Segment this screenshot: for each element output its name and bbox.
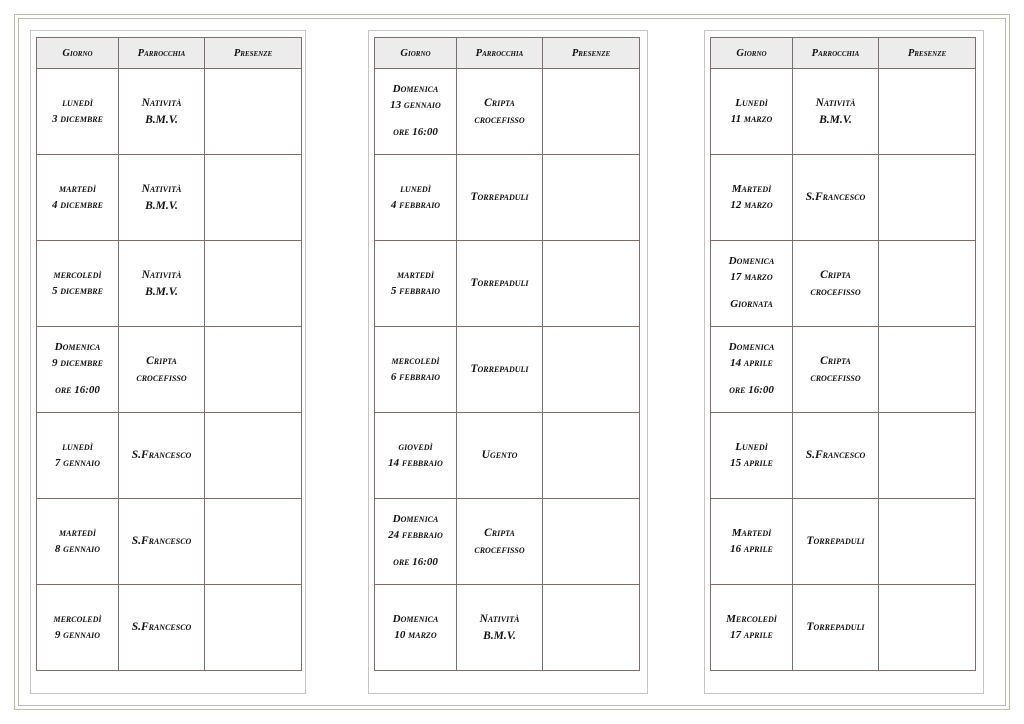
- table-header-row: [37, 38, 302, 69]
- parish-cell: [457, 499, 543, 585]
- day-text: 7 gennaio: [54, 456, 101, 469]
- day-cell: [711, 413, 793, 499]
- table-row: [37, 155, 302, 241]
- parish-text: B.M.V.: [145, 199, 178, 212]
- parish-cell: [457, 413, 543, 499]
- time-text: ore 16:00: [729, 384, 774, 397]
- day-cell: [711, 327, 793, 413]
- attendance-cell[interactable]: [879, 327, 976, 413]
- attendance-cell[interactable]: [205, 155, 302, 241]
- day-cell: [711, 241, 793, 327]
- day-text: 13 gennaio: [390, 98, 441, 111]
- time-text: ore 16:00: [393, 126, 438, 139]
- attendance-cell[interactable]: [543, 413, 640, 499]
- table-row: [711, 241, 976, 327]
- parish-cell: [457, 241, 543, 327]
- day-cell: [37, 585, 119, 671]
- parish-text: S.Francesco: [131, 449, 192, 462]
- parish-text: crocefisso: [810, 371, 861, 384]
- parish-text: S.Francesco: [805, 191, 866, 204]
- day-text: 5 dicembre: [52, 284, 103, 297]
- parish-cell: [793, 155, 879, 241]
- day-text: 12 marzo: [730, 198, 773, 211]
- parish-cell: [457, 155, 543, 241]
- schedule-table: [374, 37, 640, 671]
- time-text: ore 16:00: [55, 384, 100, 397]
- day-cell: [375, 241, 457, 327]
- attendance-cell[interactable]: [879, 413, 976, 499]
- attendance-cell[interactable]: [205, 327, 302, 413]
- parish-text: crocefisso: [810, 285, 861, 298]
- header-presenze: Presenze: [205, 38, 302, 69]
- parish-cell: [119, 155, 205, 241]
- day-text: martedì: [59, 183, 96, 196]
- day-cell: [37, 499, 119, 585]
- table-row: [37, 241, 302, 327]
- parish-text: Torrepaduli: [470, 191, 529, 204]
- day-text: mercoledì: [391, 355, 440, 368]
- parish-text: Torrepaduli: [470, 363, 529, 376]
- day-text: martedì: [397, 269, 434, 282]
- day-cell: [711, 585, 793, 671]
- parish-text: S.Francesco: [131, 535, 192, 548]
- attendance-cell[interactable]: [205, 413, 302, 499]
- header-giorno: Giorno: [37, 38, 119, 69]
- parish-text: Natività: [141, 97, 182, 110]
- day-text: 10 marzo: [394, 628, 437, 641]
- attendance-cell[interactable]: [879, 585, 976, 671]
- table-row: [375, 241, 640, 327]
- table-row: [375, 499, 640, 585]
- day-text: 16 aprile: [730, 542, 773, 555]
- table-header-row: [711, 38, 976, 69]
- parish-text: crocefisso: [136, 371, 187, 384]
- table-row: [711, 585, 976, 671]
- attendance-cell[interactable]: [543, 327, 640, 413]
- attendance-cell[interactable]: [205, 585, 302, 671]
- parish-text: Cripta: [484, 97, 515, 110]
- parish-cell: [119, 499, 205, 585]
- parish-cell: [457, 327, 543, 413]
- day-text: 8 gennaio: [54, 542, 101, 555]
- table-row: [37, 69, 302, 155]
- time-text: Giornata: [730, 298, 773, 311]
- table-row: [375, 585, 640, 671]
- day-cell: [711, 155, 793, 241]
- schedule-panel-2: [368, 30, 648, 694]
- parish-cell: [457, 69, 543, 155]
- day-text: Martedì: [731, 527, 772, 540]
- day-text: 9 dicembre: [52, 356, 103, 369]
- schedule-table: [36, 37, 302, 671]
- day-cell: [711, 499, 793, 585]
- day-text: 4 dicembre: [52, 198, 103, 211]
- parish-text: Torrepaduli: [806, 535, 865, 548]
- table-row: [37, 499, 302, 585]
- attendance-cell[interactable]: [205, 499, 302, 585]
- day-cell: [37, 155, 119, 241]
- table-row: [37, 585, 302, 671]
- parish-text: Cripta: [146, 355, 177, 368]
- parish-cell: [793, 69, 879, 155]
- day-text: lunedì: [62, 441, 93, 454]
- day-text: 15 aprile: [730, 456, 773, 469]
- parish-text: S.Francesco: [131, 621, 192, 634]
- day-text: 6 febbraio: [390, 370, 441, 383]
- day-cell: [37, 69, 119, 155]
- schedule-table: [710, 37, 976, 671]
- day-cell: [375, 155, 457, 241]
- day-text: martedì: [59, 527, 96, 540]
- day-text: Domenica: [728, 255, 775, 268]
- attendance-cell[interactable]: [879, 155, 976, 241]
- day-text: 17 marzo: [730, 270, 773, 283]
- day-text: mercoledì: [53, 269, 102, 282]
- day-text: 17 aprile: [730, 628, 773, 641]
- parish-cell: [793, 327, 879, 413]
- attendance-cell[interactable]: [205, 69, 302, 155]
- time-text: ore 16:00: [393, 556, 438, 569]
- parish-text: crocefisso: [474, 113, 525, 126]
- parish-cell: [793, 241, 879, 327]
- day-text: Domenica: [392, 613, 439, 626]
- table-row: [711, 155, 976, 241]
- header-parrocchia: Parrocchia: [793, 38, 879, 69]
- attendance-cell[interactable]: [543, 241, 640, 327]
- parish-text: B.M.V.: [819, 113, 852, 126]
- header-giorno: Giorno: [375, 38, 457, 69]
- day-cell: [375, 499, 457, 585]
- table-row: [711, 327, 976, 413]
- day-cell: [37, 413, 119, 499]
- day-text: Domenica: [392, 83, 439, 96]
- parish-text: Cripta: [484, 527, 515, 540]
- attendance-cell[interactable]: [205, 241, 302, 327]
- parish-text: B.M.V.: [145, 113, 178, 126]
- attendance-cell[interactable]: [543, 69, 640, 155]
- parish-text: Natività: [141, 269, 182, 282]
- attendance-cell[interactable]: [543, 499, 640, 585]
- parish-text: B.M.V.: [483, 629, 516, 642]
- day-text: Domenica: [728, 341, 775, 354]
- day-text: giovedì: [398, 441, 433, 454]
- header-parrocchia: Parrocchia: [457, 38, 543, 69]
- table-row: [375, 327, 640, 413]
- header-presenze: Presenze: [879, 38, 976, 69]
- day-text: 11 marzo: [730, 112, 773, 125]
- parish-text: Cripta: [820, 355, 851, 368]
- day-text: 14 aprile: [730, 356, 773, 369]
- header-giorno: Giorno: [711, 38, 793, 69]
- day-text: 5 febbraio: [390, 284, 441, 297]
- day-text: 14 febbraio: [388, 456, 443, 469]
- parish-text: B.M.V.: [145, 285, 178, 298]
- parish-text: Natività: [141, 183, 182, 196]
- day-text: 24 febbraio: [388, 528, 443, 541]
- attendance-cell[interactable]: [879, 241, 976, 327]
- day-text: 3 dicembre: [52, 112, 103, 125]
- parish-text: Ugento: [481, 449, 518, 462]
- parish-text: Torrepaduli: [806, 621, 865, 634]
- parish-cell: [119, 585, 205, 671]
- parish-cell: [457, 585, 543, 671]
- parish-text: Cripta: [820, 269, 851, 282]
- attendance-cell[interactable]: [543, 155, 640, 241]
- day-text: Mercoledì: [726, 613, 777, 626]
- day-cell: [375, 69, 457, 155]
- schedule-panel-1: [30, 30, 306, 694]
- parish-text: S.Francesco: [805, 449, 866, 462]
- parish-text: Torrepaduli: [470, 277, 529, 290]
- table-row: [711, 413, 976, 499]
- table-row: [711, 69, 976, 155]
- table-row: [711, 499, 976, 585]
- day-cell: [375, 413, 457, 499]
- day-text: 9 gennaio: [54, 628, 101, 641]
- table-row: [37, 327, 302, 413]
- schedule-panel-3: [704, 30, 984, 694]
- attendance-cell[interactable]: [879, 69, 976, 155]
- day-cell: [375, 327, 457, 413]
- parish-cell: [119, 241, 205, 327]
- day-text: lunedì: [400, 183, 431, 196]
- parish-cell: [119, 413, 205, 499]
- table-row: [375, 413, 640, 499]
- day-text: Domenica: [54, 341, 101, 354]
- parish-cell: [793, 413, 879, 499]
- table-row: [375, 155, 640, 241]
- day-cell: [375, 585, 457, 671]
- day-text: lunedì: [62, 97, 93, 110]
- header-presenze: Presenze: [543, 38, 640, 69]
- attendance-cell[interactable]: [879, 499, 976, 585]
- table-row: [375, 69, 640, 155]
- day-text: mercoledì: [53, 613, 102, 626]
- parish-cell: [793, 585, 879, 671]
- table-header-row: [375, 38, 640, 69]
- parish-text: Natività: [815, 97, 856, 110]
- attendance-cell[interactable]: [543, 585, 640, 671]
- day-text: Domenica: [392, 513, 439, 526]
- parish-cell: [119, 327, 205, 413]
- day-cell: [37, 241, 119, 327]
- day-text: Martedì: [731, 183, 772, 196]
- day-cell: [37, 327, 119, 413]
- parish-cell: [119, 69, 205, 155]
- day-text: Lunedì: [735, 97, 768, 110]
- table-row: [37, 413, 302, 499]
- header-parrocchia: Parrocchia: [119, 38, 205, 69]
- day-cell: [711, 69, 793, 155]
- day-text: Lunedì: [735, 441, 768, 454]
- day-text: 4 febbraio: [390, 198, 441, 211]
- parish-text: crocefisso: [474, 543, 525, 556]
- parish-cell: [793, 499, 879, 585]
- parish-text: Natività: [479, 613, 520, 626]
